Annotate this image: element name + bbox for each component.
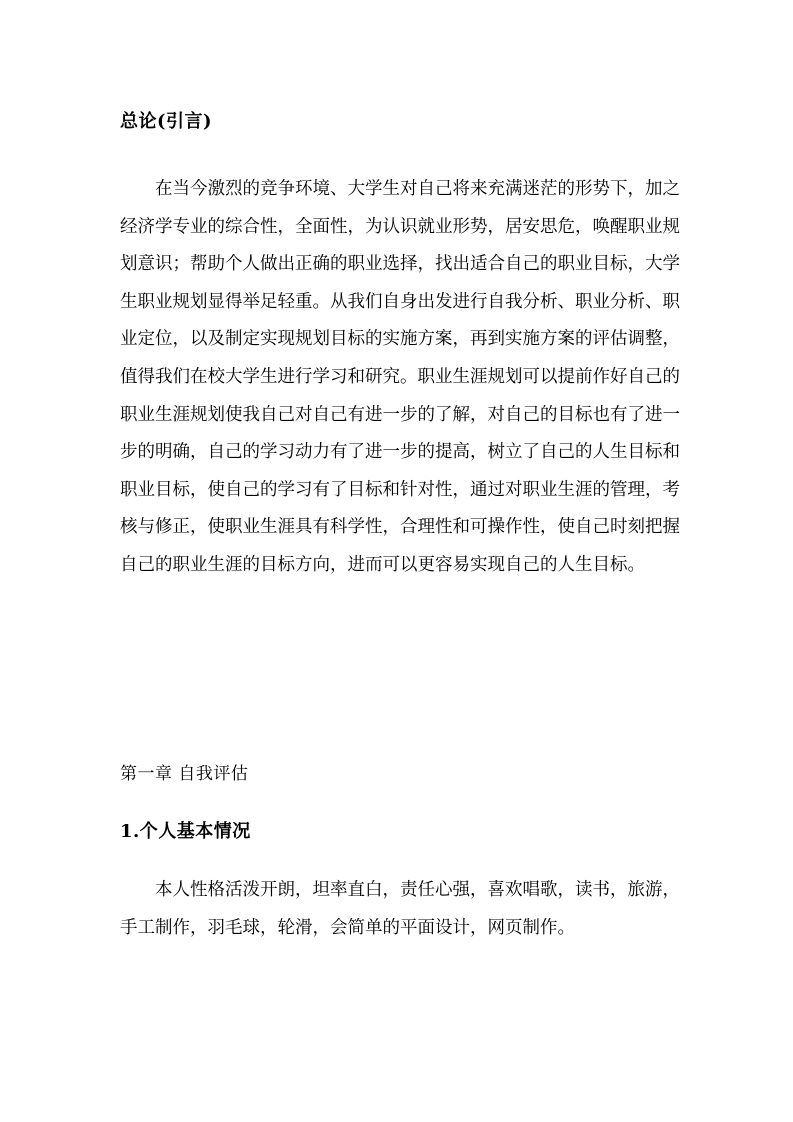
- intro-paragraph: 在当今激烈的竞争环境、大学生对自己将来充满迷茫的形势下，加之经济学专业的综合性，全面性，为认识就业形势，居安思危，唤醒职业规划意识；帮助个人做出正确的职业选择，找出适合自己的职业目标，大学生职业规划显得举足轻重。从我们自身出发进行自我分析、职业分析、职业定位，以及制定实现规划目标的实施方案，再到实施方案的评估调整，值得我们在校大学生进行学习和研究。职业生涯规划可以提前作好自己的职业生涯规划使我自己对自己有进一步的了解，对自己的目标也有了进一步的明确，自己的学习动力有了进一步的提高，树立了自己的人生目标和职业目标，使自己的学习有了目标和针对性，通过对职业生涯的管理，考核与修正，使职业生涯具有科学性，合理性和可操作性，使自己时刻把握自己的职业生涯的目标方向，进而可以更容易实现自己的人生目标。: [120, 179, 680, 575]
- chapter-title: 第一章 自我评估: [120, 764, 249, 784]
- section-heading: 1.个人基本情况: [120, 821, 251, 842]
- intro-heading: 总论(引言): [120, 111, 213, 132]
- section-paragraph: 本人性格活泼开朗，坦率直白，责任心强，喜欢唱歌，读书，旅游，手工制作，羽毛球，轮滑，会简单的平面设计，网页制作。: [120, 880, 680, 938]
